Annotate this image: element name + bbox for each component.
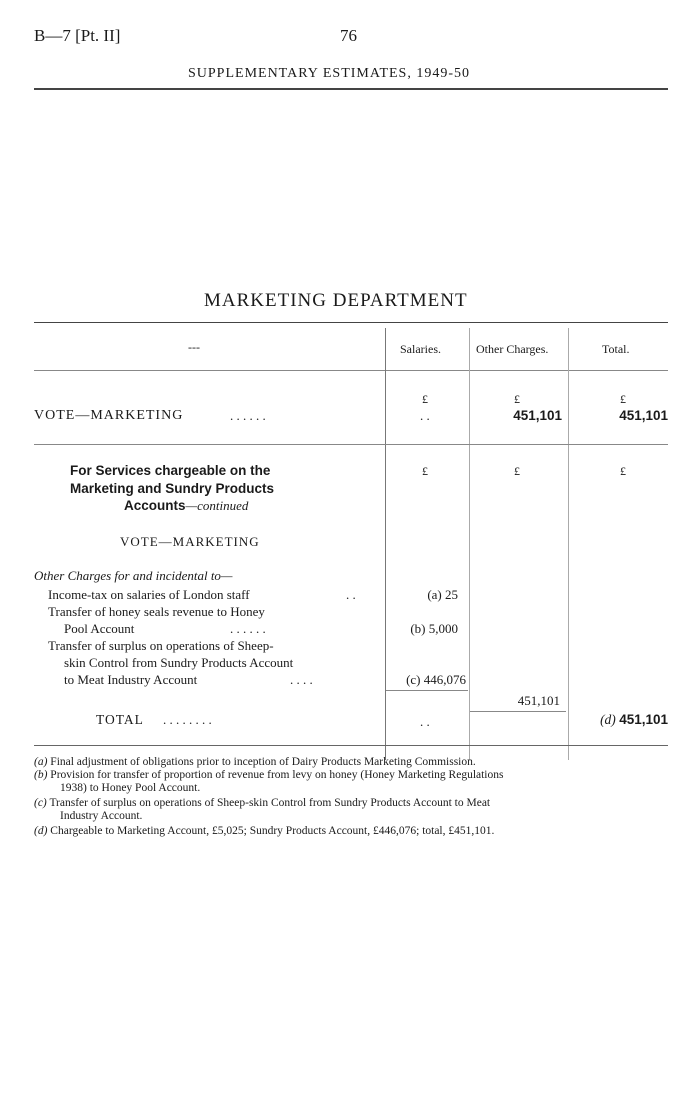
footnote-mark: (b)	[34, 769, 48, 781]
page-number: 76	[340, 26, 357, 45]
footnote-mark: (d)	[600, 712, 616, 727]
item-line: Transfer of surplus on operations of Sheep-	[48, 638, 274, 653]
currency-symbol: £	[620, 392, 626, 406]
dot-leaders: . . . .	[290, 672, 313, 687]
item-line: Transfer of honey seals revenue to Honey	[48, 604, 265, 619]
section-heading-line3	[124, 498, 248, 514]
footnote-mark: (c)	[34, 797, 47, 809]
footnote-c-continued: Industry Account.	[60, 810, 143, 822]
currency-symbol: £	[422, 464, 428, 478]
currency-symbol: £	[514, 464, 520, 478]
vote-row-total: 451,101	[619, 408, 668, 423]
header-rule	[34, 88, 668, 90]
section-heading-line1: For Services chargeable on the	[70, 463, 271, 478]
column-divider	[385, 328, 386, 760]
column-header-salaries: Salaries.	[400, 342, 441, 356]
table-bottom-rule	[34, 745, 668, 746]
footnote-d	[34, 825, 494, 838]
column-divider	[568, 328, 569, 760]
footnote-text: Transfer of surplus on operations of Sheep-skin Control from Sundry Products Account to Meat	[49, 797, 491, 809]
total-label: TOTAL	[96, 712, 144, 727]
column-divider	[469, 328, 470, 760]
column-header-total: Total.	[602, 342, 630, 356]
running-title: SUPPLEMENTARY ESTIMATES, 1949-50	[188, 66, 470, 81]
page-title: MARKETING DEPARTMENT	[204, 290, 468, 311]
footnote-b	[34, 769, 503, 782]
dot-leaders: . . . . . .	[230, 621, 266, 636]
currency-symbol: £	[620, 464, 626, 478]
section-heading-continued: —continued	[185, 498, 249, 513]
item-line: Income-tax on salaries of London staff	[48, 587, 250, 602]
item-line: Pool Account	[64, 621, 135, 636]
item-amount: (c) 446,076	[406, 672, 466, 687]
footnote-mark: (a)	[34, 756, 48, 768]
item-amount: (a) 25	[427, 587, 458, 602]
footnote-mark: (d)	[34, 825, 48, 837]
footnote-c	[34, 797, 490, 810]
item-line: to Meat Industry Account	[64, 672, 198, 687]
total-salaries: . .	[420, 714, 430, 729]
subtotal-rule	[386, 690, 468, 691]
dot-leaders: . . . . . .	[230, 408, 266, 423]
currency-symbol: £	[514, 392, 520, 406]
section-subheading: VOTE—MARKETING	[120, 534, 260, 549]
footnote-text: Provision for transfer of proportion of revenue from levy on honey (Honey Marketing Regulations	[50, 769, 504, 781]
section-heading-accounts: Accounts	[124, 498, 186, 513]
vote-row-salaries: . .	[420, 408, 430, 423]
header-bottom-rule	[34, 370, 668, 371]
vote-row-other-charges: 451,101	[513, 408, 562, 423]
column-header-blank: ---	[188, 340, 200, 354]
item-amount: (b) 5,000	[410, 621, 458, 636]
table-top-rule	[34, 322, 668, 323]
row-rule	[34, 444, 668, 445]
item-line: skin Control from Sundry Products Account	[64, 655, 294, 670]
footnote-text: Final adjustment of obligations prior to inception of Dairy Products Marketing Commission.	[50, 756, 476, 768]
vote-row-label: VOTE—MARKETING	[34, 408, 184, 423]
footnote-text: Chargeable to Marketing Account, £5,025; Sundry Products Account, £446,076; total, £451,101.	[50, 825, 495, 837]
currency-symbol: £	[422, 392, 428, 406]
subtotal-rule	[470, 711, 566, 712]
other-charges-subtotal: 451,101	[517, 693, 560, 708]
footnote-b-continued: 1938) to Honey Pool Account.	[60, 782, 201, 794]
grand-total-value: 451,101	[619, 712, 668, 727]
grand-total	[570, 712, 668, 728]
dot-leaders: . .	[346, 587, 356, 602]
section-heading-line2: Marketing and Sundry Products	[70, 481, 275, 496]
dot-leaders: . . . . . . . .	[163, 712, 212, 727]
other-charges-label: Other Charges for and incidental to—	[34, 568, 233, 583]
part-reference: B—7 [Pt. II]	[34, 26, 121, 45]
column-header-other-charges: Other Charges.	[476, 342, 549, 356]
footnote-a	[34, 756, 476, 769]
